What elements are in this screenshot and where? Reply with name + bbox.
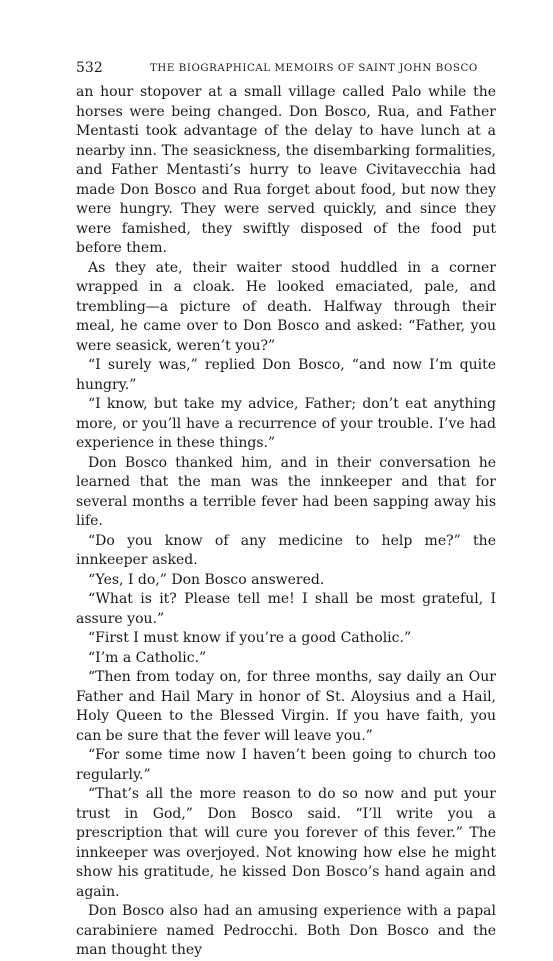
paragraph: “Yes, I do,” Don Bosco answered. [88,571,325,588]
paragraph: Don Bosco also had an amusing experience with a papal carabiniere named Pedrocchi. Both Don Bosco and the man thought they [76,903,496,958]
page-number: 532 [76,60,103,76]
paragraph: “I’m a Catholic.” [88,649,207,666]
paragraph: “I surely was,” replied Don Bosco, “and now I’m quite hungry.” [76,357,496,393]
paragraph: “That’s all the more reason to do so now and put your trust in God,” Don Bosco said. “I’ll write you a prescription that will cure you forever of this fever.” The innkeeper was overjoyed. Not knowing how else he might show his gratitude, he kissed Don Bosco’s hand again and again. [76,786,496,900]
paragraph: an hour stopover at a small village called Palo while the horses were being changed. Don Bosco, Rua, and Father Mentasti took advantage of the delay to have lunch at a nearby inn. The seasickness, the disembarking formalities, and Father Mentasti’s hurry to leave Civitavecchia had made Don Bosco and Rua forget about food, but now they were hungry. They were served quickly, and since they were famished, they swiftly disposed of the food put before them. [76,84,496,256]
running-head: THE BIOGRAPHICAL MEMOIRS OF SAINT JOHN BOSCO [150,63,478,74]
paragraph: “Do you know of any medicine to help me?” the innkeeper asked. [76,532,496,568]
page-header [76,58,496,78]
paragraph: Don Bosco thanked him, and in their conversation he learned that the man was the innkeeper and that for several months a terrible fever had been sapping away his life. [76,454,496,529]
paragraph: As they ate, their waiter stood huddled in a corner wrapped in a cloak. He looked emaciated, pale, and trembling—a picture of death. Halfway through their meal, he came over to Don Bosco and asked: “Father, you were seasick, weren’t you?” [76,259,496,354]
paragraph: “For some time now I haven’t been going to church too regularly.” [76,747,496,783]
paragraph: “First I must know if you’re a good Catholic.” [88,630,412,646]
body-text [76,83,496,961]
paragraph: “Then from today on, for three months, say daily an Our Father and Hail Mary in honor of St. Aloysius and a Hail, Holy Queen to the Blessed Virgin. If you have faith, you can be sure that the fever will leave you.” [76,669,496,744]
paragraph: “What is it? Please tell me! I shall be most grateful, I assure you.” [76,591,496,627]
paragraph: “I know, but take my advice, Father; don’t eat anything more, or you’ll have a recurrence of your trouble. I’ve had experience in these things.” [76,396,496,451]
